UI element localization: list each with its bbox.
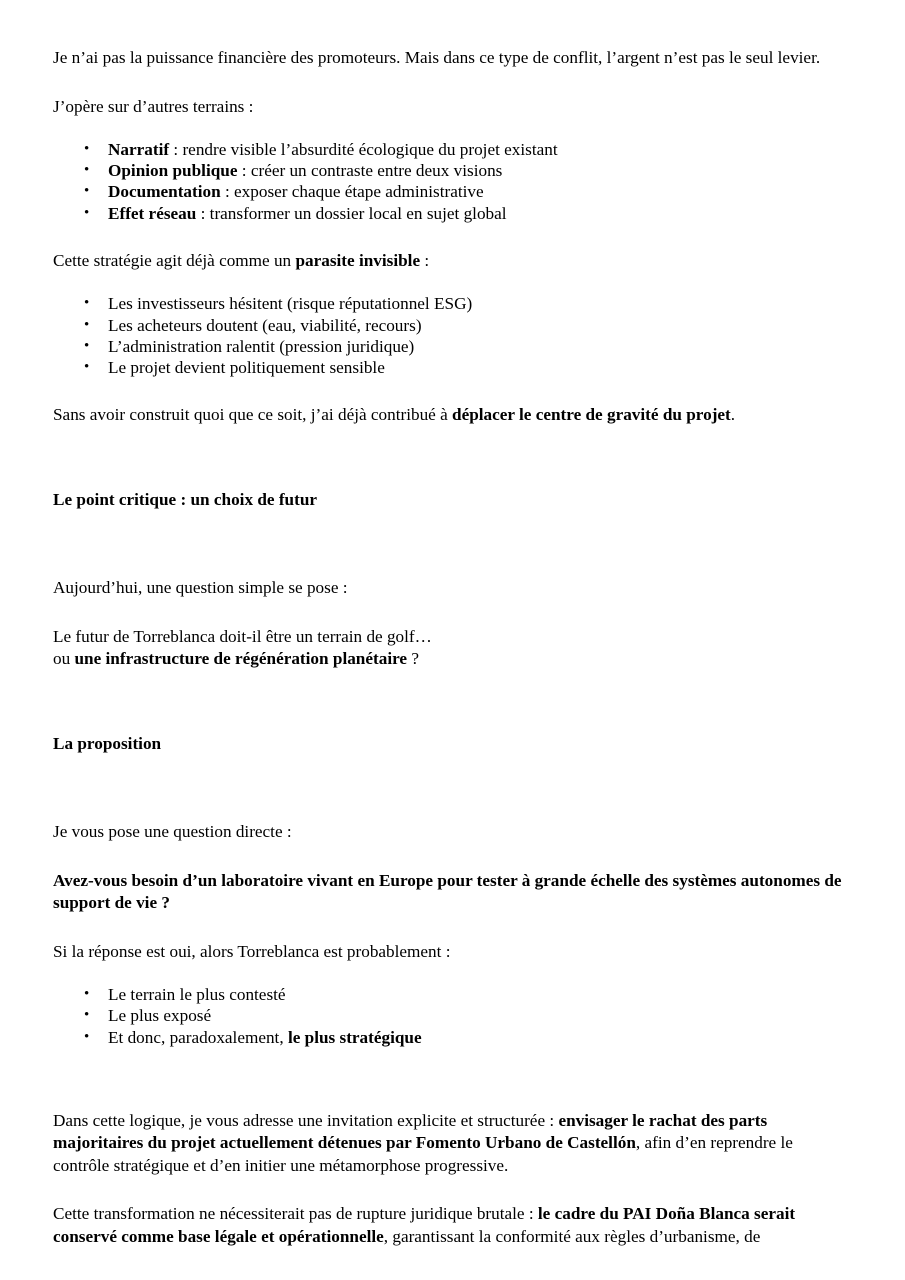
list-item-bold: Opinion publique [108, 161, 238, 181]
list-item: • Le projet devient politiquement sensible [53, 357, 850, 378]
spacer [53, 224, 850, 250]
list-item-text: : transformer un dossier local en sujet global [196, 203, 507, 223]
paragraph-text: ? [407, 649, 419, 669]
paragraph-text: . [730, 405, 736, 425]
paragraph-parasite [53, 250, 850, 273]
paragraph-text: , afin d’en reprendre le contrôle stratégique et d’en initier une métamorphose progressive. [53, 1133, 793, 1175]
paragraph-text: : [420, 250, 430, 270]
list-terrains [53, 139, 850, 224]
list-item [53, 1005, 850, 1026]
list-item-text: : exposer chaque étape administrative [220, 182, 484, 202]
list-item [53, 160, 850, 181]
paragraph-question-simple: Aujourd’hui, une question simple se pose : [53, 578, 348, 598]
paragraph-centre-gravite [53, 404, 850, 427]
spacer [53, 963, 850, 984]
spacer [53, 378, 850, 404]
spacer [53, 272, 850, 293]
list-item [53, 139, 850, 160]
list-item: • Les investisseurs hésitent (risque réputationnel ESG) [53, 293, 850, 314]
heading-point-critique: Le point critique : un choix de futur [53, 489, 318, 509]
paragraph-futur-torreblanca [53, 626, 850, 671]
spacer [53, 671, 850, 733]
spacer [53, 118, 850, 139]
spacer [53, 70, 850, 96]
list-item-text: Et donc, paradoxalement, [108, 1027, 288, 1047]
document-body [53, 47, 850, 1248]
list-item [53, 181, 850, 202]
paragraph-laboratoire-question: Avez-vous besoin d’un laboratoire vivant en Europe pour tester à grande échelle des systèmes autonomes de support de vie ? [53, 870, 842, 913]
paragraph-line-1: Le futur de Torreblanca doit-il être un terrain de golf… [53, 626, 432, 646]
paragraph-rachat-parts [53, 1110, 850, 1178]
list-item-text: : créer un contraste entre deux visions [237, 161, 503, 181]
heading-la-proposition: La proposition [53, 733, 162, 753]
paragraph-autres-terrains: J’opère sur d’autres terrains : [53, 96, 254, 116]
paragraph-text: ou [53, 649, 75, 669]
spacer [53, 427, 850, 489]
list-item [53, 1027, 850, 1048]
spacer [53, 844, 850, 870]
list-item-bold: le plus stratégique [287, 1027, 422, 1047]
paragraph-cadre-pai [53, 1203, 850, 1248]
list-item [53, 984, 850, 1005]
paragraph-text: Dans cette logique, je vous adresse une invitation explicite et structurée : [53, 1110, 559, 1130]
paragraph-bold: une infrastructure de régénération planétaire [74, 649, 408, 669]
spacer [53, 511, 850, 577]
spacer [53, 1177, 850, 1203]
spacer [53, 915, 850, 941]
paragraph-bold: parasite invisible [295, 250, 421, 270]
paragraph-text: , garantissant la conformité aux règles d’urbanisme, de [383, 1226, 761, 1246]
list-item-text: : rendre visible l’absurdité écologique du projet existant [169, 140, 558, 159]
paragraph-text: Cette stratégie agit déjà comme un [53, 250, 296, 270]
paragraph-bold: déplacer le centre de gravité du projet [452, 405, 731, 425]
list-item: • Les acheteurs doutent (eau, viabilité, recours) [53, 315, 850, 336]
spacer [53, 600, 850, 626]
paragraph-levier: Je n’ai pas la puissance financière des promoteurs. Mais dans ce type de conflit, l’argent n’est pas le seul levier. [53, 48, 821, 67]
list-item-text: Le plus exposé [108, 1006, 212, 1026]
list-item-bold: Narratif [108, 140, 170, 159]
list-item-text: Le terrain le plus contesté [108, 985, 286, 1005]
list-item-bold: Effet réseau [108, 203, 197, 223]
spacer [53, 755, 850, 821]
list-parasite-effects [53, 293, 850, 378]
list-item [53, 203, 850, 224]
paragraph-si-reponse: Si la réponse est oui, alors Torreblanca est probablement : [53, 941, 451, 961]
paragraph-question-directe: Je vous pose une question directe : [53, 822, 292, 842]
paragraph-bold: envisager le rachat des parts majoritaires du projet actuellement détenues par Fomento Urbano de Castellón [53, 1110, 768, 1153]
spacer [53, 1048, 850, 1110]
paragraph-text: Sans avoir construit quoi que ce soit, j’ai déjà contribué à [53, 405, 453, 425]
list-item-bold: Documentation [108, 182, 221, 202]
list-strategique [53, 984, 850, 1048]
paragraph-bold: le cadre du PAI Doña Blanca serait conservé comme base légale et opérationnelle [53, 1204, 796, 1246]
paragraph-text: Cette transformation ne nécessiterait pas de rupture juridique brutale : [53, 1204, 538, 1224]
list-item: • L’administration ralentit (pression juridique) [53, 336, 850, 357]
